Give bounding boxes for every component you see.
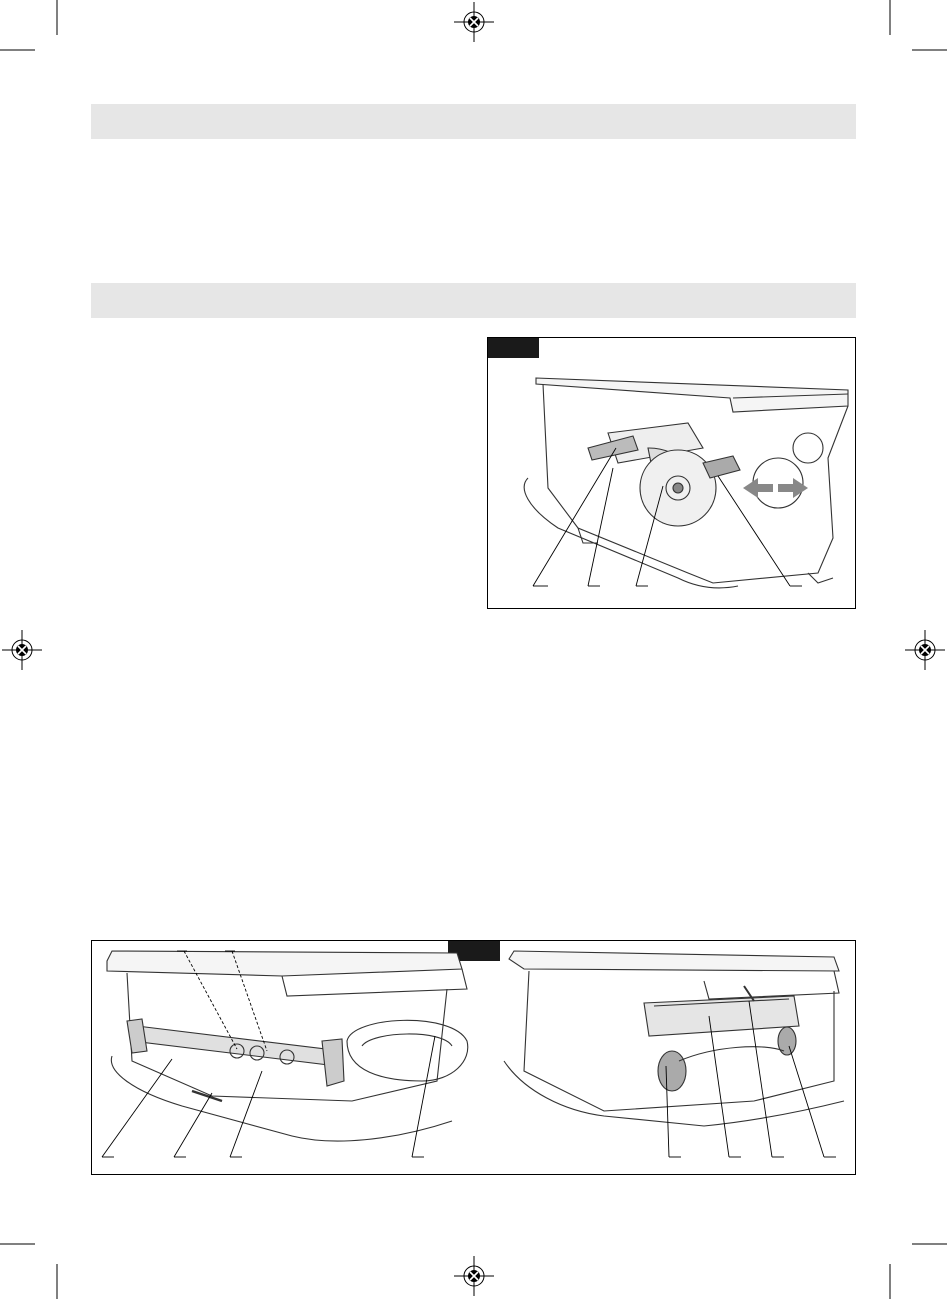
table-saw-blade-guard-illustration [488, 338, 857, 610]
section-heading-bar-2 [91, 283, 856, 318]
registration-mark-left [2, 630, 42, 670]
table-saw-storage-right-illustration [504, 941, 854, 1176]
section-heading-bar-1 [91, 104, 856, 139]
figure-top [487, 337, 856, 609]
registration-mark-right [905, 630, 945, 670]
registration-mark-top [454, 2, 494, 42]
figure-bottom [91, 940, 856, 1175]
table-saw-storage-left-illustration [92, 941, 482, 1176]
registration-mark-bottom [454, 1256, 494, 1296]
